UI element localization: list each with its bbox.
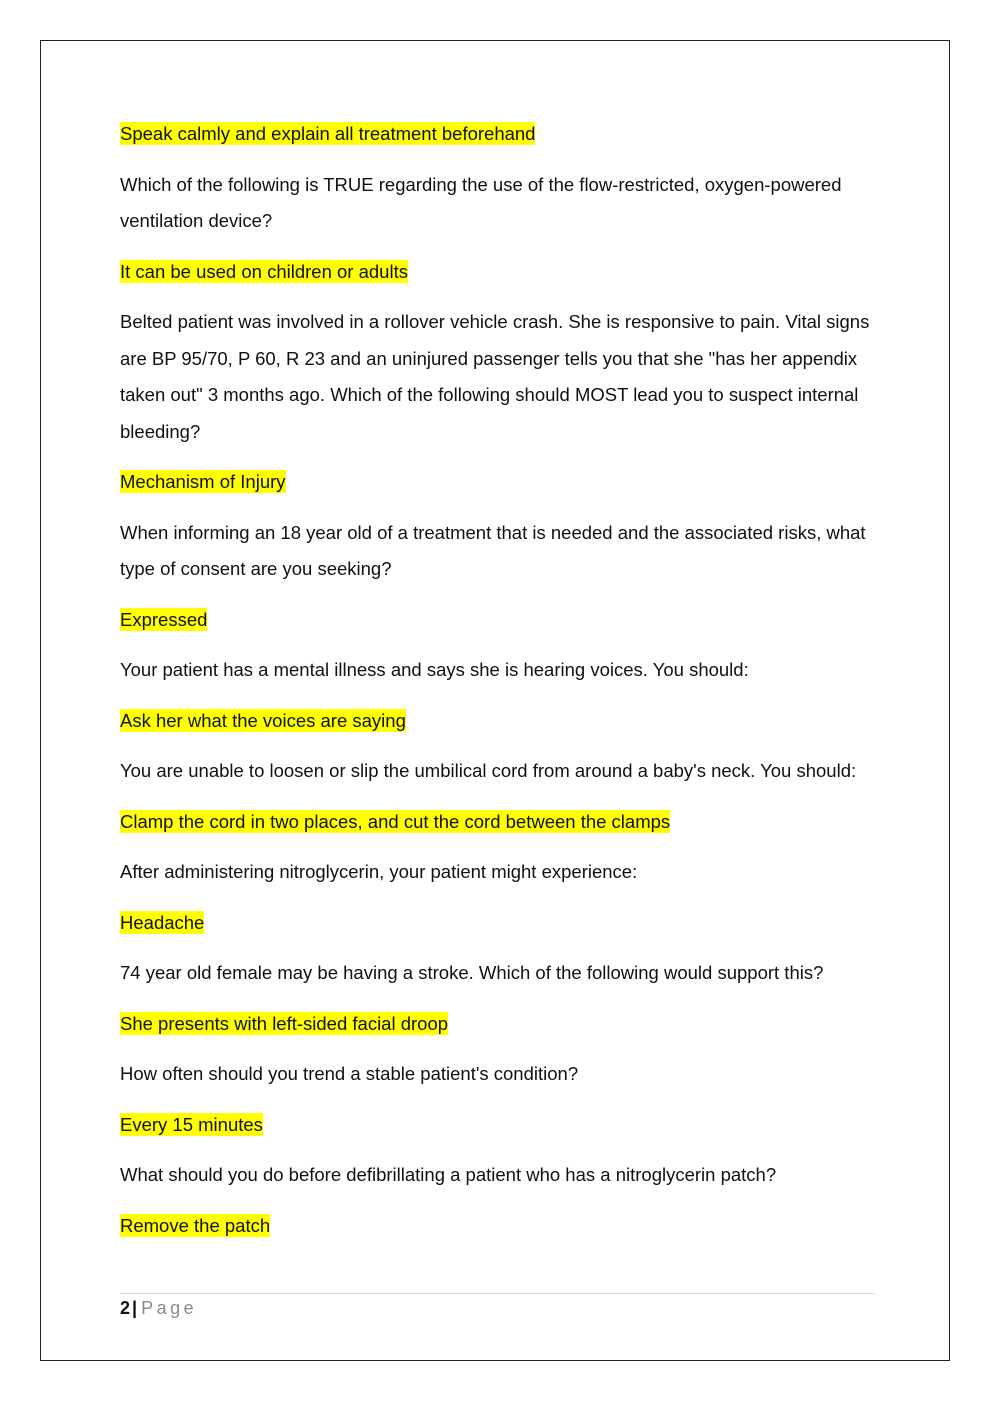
question-paragraph: Which of the following is TRUE regarding the use of the flow-restricted, oxygen-powered ventilation device? xyxy=(120,173,842,231)
answer-paragraph xyxy=(120,254,880,291)
question-paragraph: Your patient has a mental illness and says she is hearing voices. You should: xyxy=(120,659,749,680)
question-paragraph: After administering nitroglycerin, your patient might experience: xyxy=(120,861,638,882)
answer-paragraph xyxy=(120,703,880,740)
question-paragraph: When informing an 18 year old of a treatment that is needed and the associated risks, what type of consent are you seeking? xyxy=(120,521,866,579)
page-number: 2 xyxy=(120,1298,131,1318)
answer-paragraph xyxy=(120,905,880,942)
question-paragraph: You are unable to loosen or slip the umbilical cord from around a baby's neck. You should: xyxy=(120,760,857,781)
highlighted-answer: Remove the patch xyxy=(120,1214,271,1236)
highlighted-answer: Clamp the cord in two places, and cut the cord between the clamps xyxy=(120,810,671,832)
answer-paragraph xyxy=(120,804,880,841)
answer-paragraph xyxy=(120,1107,880,1144)
question-paragraph: What should you do before defibrillating a patient who has a nitroglycerin patch? xyxy=(120,1164,777,1185)
highlighted-answer: Speak calmly and explain all treatment beforehand xyxy=(120,123,536,144)
footer-separator: | xyxy=(132,1298,138,1318)
answer-paragraph xyxy=(120,116,880,153)
answer-paragraph xyxy=(120,464,880,501)
highlighted-answer: Headache xyxy=(120,911,205,933)
question-paragraph: How often should you trend a stable patient's condition? xyxy=(120,1063,579,1084)
answer-paragraph xyxy=(120,1208,880,1245)
answer-paragraph xyxy=(120,1006,880,1043)
highlighted-answer: It can be used on children or adults xyxy=(120,260,408,282)
highlighted-answer: Expressed xyxy=(120,608,208,630)
page-footer xyxy=(120,1296,197,1320)
question-paragraph: Belted patient was involved in a rollover vehicle crash. She is responsive to pain. Vital signs are BP 95/70, P 60, R 23 and an uninjured passenger tells you that she "has her appendix taken out" 3 months ago. Which of the following should MOST lead you to suspect internal bleeding? xyxy=(120,311,870,442)
highlighted-answer: Ask her what the voices are saying xyxy=(120,709,406,731)
document-body xyxy=(120,116,880,1258)
footer-divider xyxy=(120,1293,875,1294)
highlighted-answer: Mechanism of Injury xyxy=(120,471,286,492)
highlighted-answer: Every 15 minutes xyxy=(120,1113,263,1135)
highlighted-answer: She presents with left-sided facial droop xyxy=(120,1012,449,1034)
question-paragraph: 74 year old female may be having a stroke. Which of the following would support this? xyxy=(120,962,824,983)
page-label: Page xyxy=(141,1298,198,1318)
answer-paragraph xyxy=(120,602,880,639)
